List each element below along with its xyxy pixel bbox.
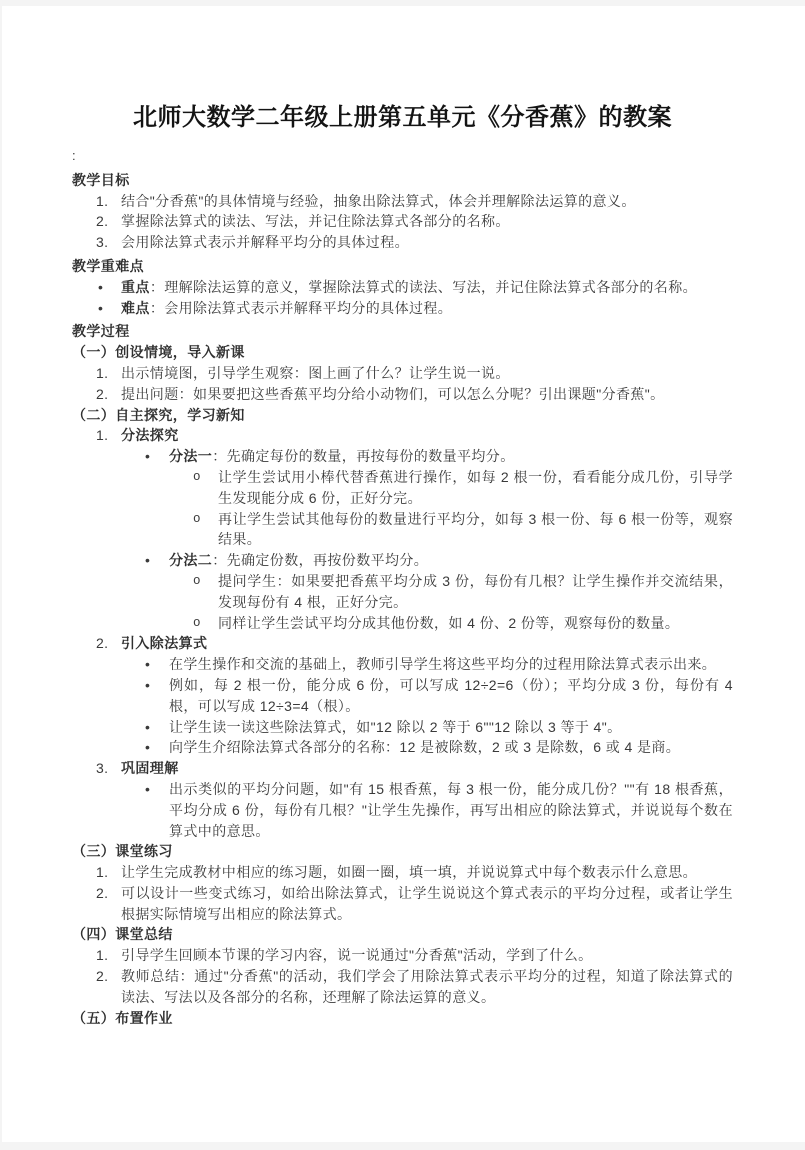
list-text: 提问学生：如果要把香蕉平均分成 3 份，每份有几根？让学生操作并交流结果，发现每份有 4 根，正好分完。 bbox=[218, 572, 733, 610]
step-title: 巩固理解 bbox=[121, 760, 179, 777]
list-text: ：会用除法算式表示并解释平均分的具体过程。 bbox=[149, 299, 453, 316]
bullet-icon: • bbox=[145, 718, 151, 735]
step-title: 引入除法算式 bbox=[121, 635, 208, 652]
list-text: ：理解除法运算的意义，掌握除法算式的读法、写法，并记住除法算式各部分的名称。 bbox=[149, 278, 698, 295]
list-text: 出示类似的平均分问题，如"有 15 根香蕉，每 3 根一份，能分成几份？""有 18 根香蕉，平均分成 6 份，每份有几根？"让学生先操作，再写出相应的除法算式，并说说每个数在算式中的意思。 bbox=[169, 780, 733, 839]
bullet-icon: • bbox=[145, 656, 151, 673]
heading-part1: （一）创设情境，导入新课 bbox=[72, 344, 245, 361]
list-item bbox=[72, 550, 733, 571]
list-number: 2. bbox=[96, 968, 109, 985]
heading-part2: （二）自主探究，学习新知 bbox=[72, 406, 245, 423]
list-number: 1. bbox=[96, 947, 109, 964]
bullet-icon: • bbox=[98, 278, 104, 295]
heading-key-points: 教学重难点 bbox=[72, 257, 144, 274]
circle-bullet-icon: o bbox=[193, 573, 201, 588]
list-item bbox=[72, 883, 733, 925]
list-item bbox=[72, 737, 733, 758]
list-item bbox=[72, 298, 733, 319]
list-text: 在学生操作和交流的基础上，教师引导学生将这些平均分的过程用除法算式表示出来。 bbox=[169, 656, 717, 673]
heading-part5: （五）布置作业 bbox=[72, 1009, 173, 1026]
circle-bullet-icon: o bbox=[193, 615, 201, 630]
list-number: 1. bbox=[96, 364, 109, 381]
list-item bbox=[72, 446, 733, 467]
list-item bbox=[72, 862, 733, 883]
heading-part4: （四）课堂总结 bbox=[72, 926, 173, 943]
list-text: 向学生介绍除法算式各部分的名称：12 是被除数，2 或 3 是除数，6 或 4 是商。 bbox=[169, 739, 681, 756]
bullet-icon: • bbox=[145, 780, 151, 797]
list-item bbox=[72, 717, 733, 738]
list-text: 出示情境图，引导学生观察：图上画了什么？让学生说一说。 bbox=[121, 364, 510, 381]
list-item bbox=[72, 945, 733, 966]
list-number: 3. bbox=[96, 234, 109, 251]
list-text: ：先确定份数，再按份数平均分。 bbox=[212, 552, 429, 569]
list-item bbox=[72, 467, 733, 509]
list-item bbox=[72, 633, 733, 654]
list-number: 2. bbox=[96, 884, 109, 901]
list-item bbox=[72, 277, 733, 298]
list-number: 2. bbox=[96, 635, 109, 652]
list-text: 掌握除法算式的读法、写法，并记住除法算式各部分的名称。 bbox=[121, 213, 510, 230]
list-number: 1. bbox=[96, 427, 109, 444]
list-text: 让学生尝试用小棒代替香蕉进行操作，如每 2 根一份，看看能分成几份，引导学生发现能分成 6 份，正好分完。 bbox=[218, 468, 733, 506]
key-point-label: 重点 bbox=[121, 278, 150, 295]
list-item bbox=[72, 232, 733, 253]
method-label: 分法二 bbox=[169, 552, 213, 569]
circle-bullet-icon: o bbox=[193, 511, 201, 526]
list-item bbox=[72, 363, 733, 384]
list-number: 1. bbox=[96, 864, 109, 881]
step-title: 分法探究 bbox=[121, 427, 179, 444]
list-item bbox=[72, 211, 733, 232]
list-text: 会用除法算式表示并解释平均分的具体过程。 bbox=[121, 234, 409, 251]
list-text: 提出问题：如果要把这些香蕉平均分给小动物们，可以怎么分呢？引出课题"分香蕉"。 bbox=[121, 385, 665, 402]
list-number: 3. bbox=[96, 760, 109, 777]
list-number: 2. bbox=[96, 385, 109, 402]
list-text: 例如，每 2 根一份，能分成 6 份，可以写成 12÷2=6（份）；平均分成 3 份，每份有 4 根，可以写成 12÷3=4（根）。 bbox=[169, 676, 733, 714]
heading-objectives: 教学目标 bbox=[72, 171, 130, 188]
list-text: 引导学生回顾本节课的学习内容，说一说通过"分香蕉"活动，学到了什么。 bbox=[121, 947, 593, 964]
list-text: ：先确定每份的数量，再按每份的数量平均分。 bbox=[212, 448, 515, 465]
bullet-icon: • bbox=[145, 448, 151, 465]
list-item bbox=[72, 191, 733, 212]
heading-process: 教学过程 bbox=[72, 323, 130, 340]
stray-colon: : bbox=[72, 148, 77, 163]
list-item bbox=[72, 613, 733, 634]
list-text: 让学生读一读这些除法算式，如"12 除以 2 等于 6""12 除以 3 等于 4"。 bbox=[169, 718, 622, 735]
list-item bbox=[72, 425, 733, 446]
list-item bbox=[72, 654, 733, 675]
list-item bbox=[72, 758, 733, 779]
method-label: 分法一 bbox=[169, 448, 213, 465]
circle-bullet-icon: o bbox=[193, 469, 201, 484]
bullet-icon: • bbox=[145, 552, 151, 569]
bullet-icon: • bbox=[98, 299, 104, 316]
list-text: 结合"分香蕉"的具体情境与经验，抽象出除法算式，体会并理解除法运算的意义。 bbox=[121, 192, 636, 209]
list-number: 1. bbox=[96, 192, 109, 209]
list-text: 再让学生尝试其他每份的数量进行平均分，如每 3 根一份、每 6 根一份等，观察结果。 bbox=[218, 510, 733, 548]
document-title: 北师大数学二年级上册第五单元《分香蕉》的教案 bbox=[133, 104, 672, 131]
list-item bbox=[72, 779, 733, 841]
list-text: 可以设计一些变式练习，如给出除法算式，让学生说说这个算式表示的平均分过程，或者让学生根据实际情境写出相应的除法算式。 bbox=[121, 884, 733, 922]
document-page bbox=[2, 6, 805, 1142]
bullet-icon: • bbox=[145, 676, 151, 693]
bullet-icon: • bbox=[145, 739, 151, 756]
list-text: 同样让学生尝试平均分成其他份数，如 4 份、2 份等，观察每份的数量。 bbox=[218, 614, 680, 631]
list-item bbox=[72, 571, 733, 613]
list-item bbox=[72, 675, 733, 717]
list-number: 2. bbox=[96, 213, 109, 230]
list-item bbox=[72, 966, 733, 1008]
list-item bbox=[72, 384, 733, 405]
heading-part3: （三）课堂练习 bbox=[72, 843, 173, 860]
list-text: 教师总结：通过"分香蕉"的活动，我们学会了用除法算式表示平均分的过程，知道了除法算式的读法、写法以及各部分的名称，还理解了除法运算的意义。 bbox=[121, 968, 733, 1005]
list-text: 让学生完成教材中相应的练习题，如圈一圈，填一填，并说说算式中每个数表示什么意思。 bbox=[121, 864, 697, 881]
list-item bbox=[72, 509, 733, 551]
key-point-label: 难点 bbox=[121, 299, 150, 316]
